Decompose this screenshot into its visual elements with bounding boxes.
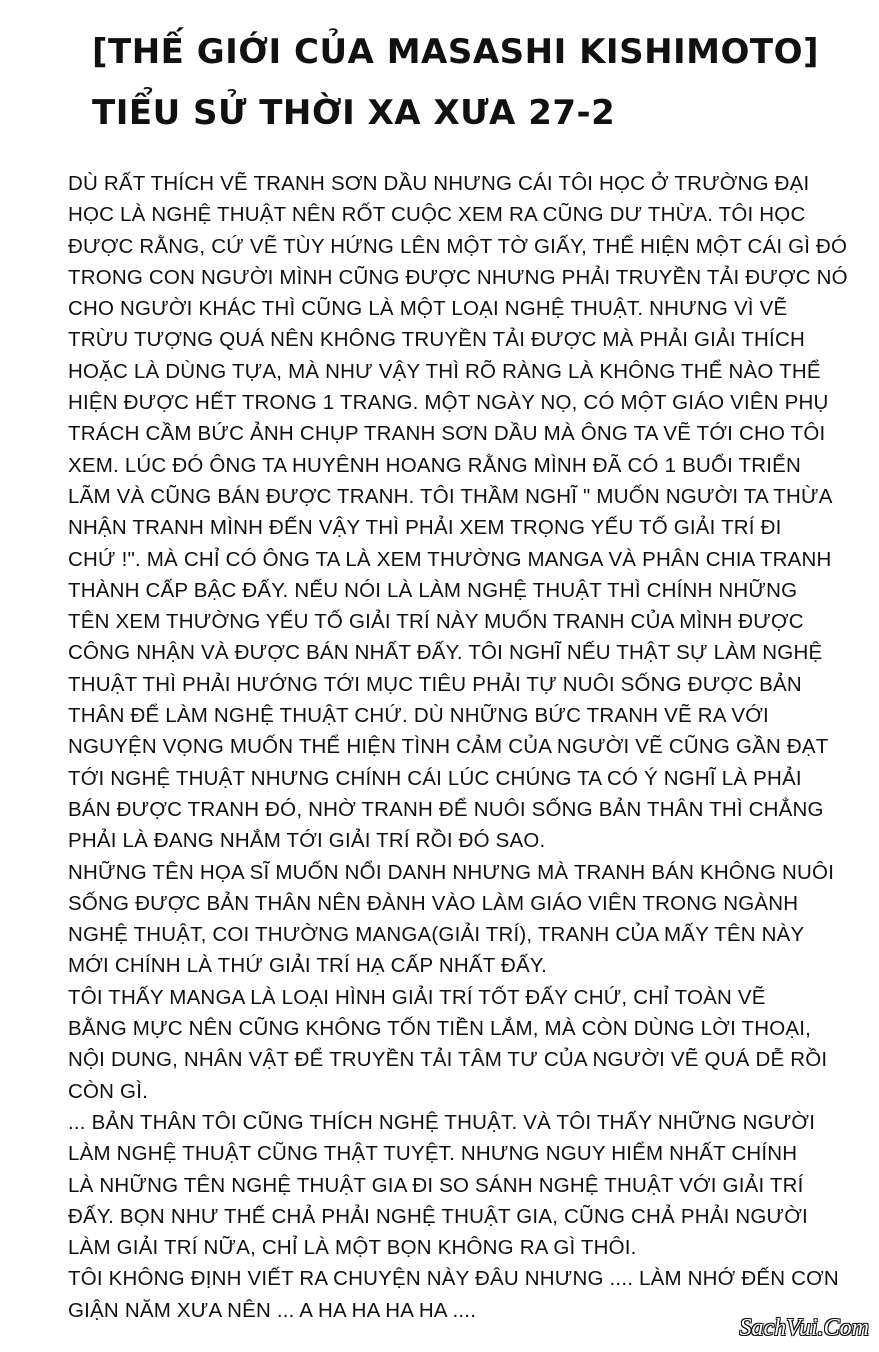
text-line: ĐƯỢC RẰNG, CỨ VẼ TÙY HỨNG LÊN MỘT TỜ GIẤY, THỂ HIỆN MỘT CÁI GÌ ĐÓ [68, 234, 848, 258]
text-line: TÊN XEM THƯỜNG YẾU TỐ GIẢI TRÍ NÀY MUỐN TRANH CỦA MÌNH ĐƯỢC [68, 610, 804, 634]
text-line: THÂN ĐỂ LÀM NGHỆ THUẬT CHỨ. DÙ NHỮNG BỨC TRANH VẼ RA VỚI [68, 704, 769, 728]
text-line: GIẬN NĂM XƯA NÊN ... A HA HA HA HA .... [68, 1298, 477, 1322]
text-line: CHO NGƯỜI KHÁC THÌ CŨNG LÀ MỘT LOẠI NGHỆ THUẬT. NHƯNG VÌ VẼ [68, 297, 788, 321]
text-line: HỌC LÀ NGHỆ THUẬT NÊN RỐT CUỘC XEM RA CŨNG DƯ THỪA. TÔI HỌC [68, 203, 806, 227]
text-line: NGHỆ THUẬT, COI THƯỜNG MANGA(GIẢI TRÍ), TRANH CỦA MẤY TÊN NÀY [68, 923, 805, 947]
text-line: LÀM GIẢI TRÍ NỮA, CHỈ LÀ MỘT BỌN KHÔNG RA GÌ THÔI. [68, 1236, 637, 1260]
text-line: SỐNG ĐƯỢC BẢN THÂN NÊN ĐÀNH VÀO LÀM GIÁO VIÊN TRONG NGÀNH [68, 891, 799, 915]
text-line: NHẬN TRANH MÌNH ĐẾN VẬY THÌ PHẢI XEM TRỌNG YẾU TỐ GIẢI TRÍ ĐI [68, 516, 782, 540]
text-line: XEM. LÚC ĐÓ ÔNG TA HUYÊNH HOANG RẰNG MÌNH ĐÃ CÓ 1 BUỔI TRIỂN [68, 453, 802, 477]
text-line: DÙ RẤT THÍCH VẼ TRANH SƠN DẦU NHƯNG CÁI TÔI HỌC Ở TRƯỜNG ĐẠI [68, 172, 810, 195]
text-line: TRÁCH CẦM BỨC ẢNH CHỤP TRANH SƠN DẦU MÀ ÔNG TA VẼ TỚI CHO TÔI [68, 422, 826, 446]
text-line: THÀNH CẤP BẬC ĐẤY. NẾU NÓI LÀ LÀM NGHỆ THUẬT THÌ CHÍNH NHỮNG [68, 578, 798, 602]
text-line: BẰNG MỰC NÊN CŨNG KHÔNG TỐN TIỀN LẮM, MÀ CÒN DÙNG LỜI THOẠI, [68, 1017, 812, 1041]
text-line: LÃM VÀ CŨNG BÁN ĐƯỢC TRANH. TÔI THẦM NGHĨ " MUỐN NGƯỜI TA THỪA [68, 484, 833, 508]
text-line: HIỆN ĐƯỢC HẾT TRONG 1 TRANG. MỘT NGÀY NỌ, CÓ MỘT GIÁO VIÊN PHỤ [68, 391, 829, 415]
text-line: NHỮNG TÊN HỌA SĨ MUỐN NỔI DANH NHƯNG MÀ TRANH BÁN KHÔNG NUÔI [68, 860, 835, 884]
page-title: [THẾ GIỚI CỦA MASASHI KISHIMOTO] [92, 32, 820, 72]
text-line: NGUYỆN VỌNG MUỐN THỂ HIỆN TÌNH CẢM CỦA NGƯỜI VẼ CŨNG GẦN ĐẠT [68, 735, 829, 759]
text-line: TỚI NGHỆ THUẬT NHƯNG CHÍNH CÁI LÚC CHÚNG TA CÓ Ý NGHĨ LÀ PHẢI [68, 766, 802, 790]
text-line: LÀM NGHỆ THUẬT CŨNG THẬT TUYỆT. NHƯNG NGUY HIỂM NHẤT CHÍNH [68, 1142, 798, 1166]
text-line: ĐẤY. BỌN NHƯ THẾ CHẢ PHẢI NGHỆ THUẬT GIA, CŨNG CHẢ PHẢI NGƯỜI [68, 1204, 808, 1228]
text-line: TÔI THẤY MANGA LÀ LOẠI HÌNH GIẢI TRÍ TỐT ĐẤY CHỨ, CHỈ TOÀN VẼ [68, 985, 766, 1009]
text-line: MỚI CHÍNH LÀ THỨ GIẢI TRÍ HẠ CẤP NHẤT ĐẤY. [68, 954, 548, 978]
watermark-logo: SachVui.Com [739, 1315, 869, 1341]
text-line: BÁN ĐƯỢC TRANH ĐÓ, NHỜ TRANH ĐỂ NUÔI SỐNG BẢN THÂN THÌ CHẲNG [68, 797, 824, 821]
text-line: TRONG CON NGƯỜI MÌNH CŨNG ĐƯỢC NHƯNG PHẢI TRUYỀN TẢI ĐƯỢC NÓ [68, 265, 848, 289]
text-line: TRỪU TƯỢNG QUÁ NÊN KHÔNG TRUYỀN TẢI ĐƯỢC MÀ PHẢI GIẢI THÍCH [68, 328, 805, 352]
text-line: NỘI DUNG, NHÂN VẬT ĐỂ TRUYỀN TẢI TÂM TƯ CỦA NGƯỜI VẼ QUÁ DỄ RỒI [68, 1048, 828, 1072]
text-line: HOẶC LÀ DÙNG TỰA, MÀ NHƯ VẬY THÌ RÕ RÀNG LÀ KHÔNG THỂ NÀO THỂ [68, 359, 821, 383]
text-line: LÀ NHỮNG TÊN NGHỆ THUẬT GIA ĐI SO SÁNH NGHỆ THUẬT VỚI GIẢI TRÍ [68, 1173, 804, 1197]
text-line: PHẢI LÀ ĐANG NHẮM TỚI GIẢI TRÍ RỒI ĐÓ SAO. [68, 829, 546, 853]
text-line: CÒN GÌ. [68, 1079, 148, 1103]
page-subtitle: TIỂU SỬ THỜI XA XƯA 27-2 [92, 93, 616, 133]
text-line: CÔNG NHẬN VÀ ĐƯỢC BÁN NHẤT ĐẤY. TÔI NGHĨ NẾU THẬT SỰ LÀM NGHỆ [68, 641, 823, 665]
text-line: CHỨ !". MÀ CHỈ CÓ ÔNG TA LÀ XEM THƯỜNG MANGA VÀ PHÂN CHIA TRANH [68, 547, 832, 571]
text-line: ... BẢN THÂN TÔI CŨNG THÍCH NGHỆ THUẬT. VÀ TÔI THẤY NHỮNG NGƯỜI [68, 1110, 816, 1134]
text-line: TÔI KHÔNG ĐỊNH VIẾT RA CHUYỆN NÀY ĐÂU NHƯNG .... LÀM NHỚ ĐẾN CƠN [68, 1267, 839, 1291]
body-text [68, 168, 848, 1326]
text-line: THUẬT THÌ PHẢI HƯỚNG TỚI MỤC TIÊU PHẢI TỰ NUÔI SỐNG ĐƯỢC BẢN [68, 672, 802, 696]
